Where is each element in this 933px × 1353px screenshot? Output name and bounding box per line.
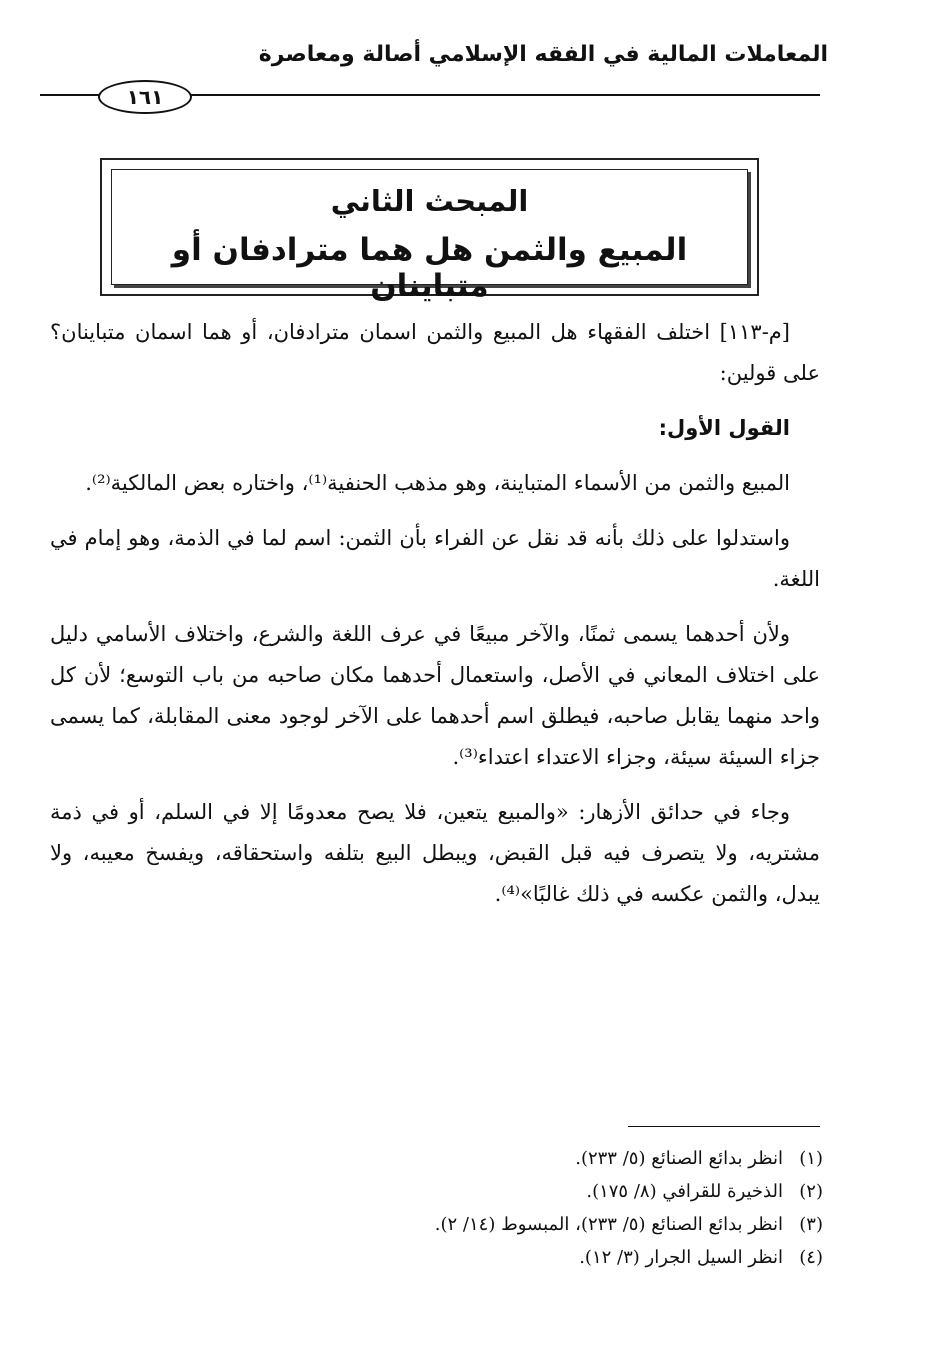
section-subtitle: المبيع والثمن هل هما مترادفان أو متباينان bbox=[171, 232, 688, 304]
footnote-number: (٣) bbox=[799, 1214, 823, 1235]
paragraph-evidence: واستدلوا على ذلك بأنه قد نقل عن الفراء بأن الثمن: اسم لما في الذمة، وهو إمام في اللغة. bbox=[50, 526, 820, 591]
paragraph-quote: وجاء في حدائق الأزهار: «والمبيع يتعين، فلا يصح معدومًا إلا في السلم، أو في ذمة مشتريه، ولا يتصرف فيه قبل القبض، ويبطل البيع بتلفه واستحقاقه، ويفسخ معيبه، ولا يبدل، والثمن عكسه في ذلك غالبًا»⁽⁴⁾. bbox=[50, 800, 820, 906]
footnote-number: (١) bbox=[799, 1148, 823, 1169]
footnote bbox=[223, 1241, 823, 1274]
page-number: ١٦١ bbox=[98, 80, 192, 114]
section-title-frame bbox=[100, 158, 759, 304]
running-header: المعاملات المالية في الفقه الإسلامي أصالة ومعاصرة bbox=[258, 42, 828, 67]
footnote bbox=[223, 1208, 823, 1241]
section-title-inner-frame bbox=[111, 169, 748, 304]
section-title: المبحث الثاني bbox=[330, 184, 529, 218]
footnote-text: انظر بدائع الصنائع (٥/ ٢٣٣). bbox=[575, 1148, 783, 1169]
footnotes bbox=[223, 1142, 823, 1274]
footnote bbox=[223, 1175, 823, 1208]
footnote-text: انظر السيل الجرار (٣/ ١٢). bbox=[579, 1247, 783, 1268]
paragraph-opinion: المبيع والثمن من الأسماء المتباينة، وهو مذهب الحنفية⁽¹⁾، واختاره بعض المالكية⁽²⁾. bbox=[85, 471, 790, 495]
footnote-rule bbox=[628, 1126, 820, 1127]
body-text bbox=[50, 312, 820, 929]
subheading-first-opinion: القول الأول: bbox=[658, 416, 790, 440]
footnote-number: (٤) bbox=[799, 1247, 823, 1268]
footnote-text: الذخيرة للقرافي (٨/ ١٧٥). bbox=[586, 1181, 783, 1202]
paragraph-intro: [م-١١٣] اختلف الفقهاء هل المبيع والثمن اسمان مترادفان، أو هما اسمان متباينان؟ على قولين: bbox=[50, 320, 820, 385]
footnote bbox=[223, 1142, 823, 1175]
footnote-text: انظر بدائع الصنائع (٥/ ٢٣٣)، المبسوط (١٤/ ٢). bbox=[434, 1214, 783, 1235]
footnote-number: (٢) bbox=[799, 1181, 823, 1202]
paragraph-reasoning: ولأن أحدهما يسمى ثمنًا، والآخر مبيعًا في عرف اللغة والشرع، واختلاف الأسامي دليل على اختلاف المعاني في الأصل، واستعمال أحدهما مكان صاحبه من باب التوسع؛ لأن كل واحد منهما يقابل صاحبه، فيطلق اسم أحدهما على الآخر لوجود معنى المقابلة، كما يسمى جزاء السيئة سيئة، وجزاء الاعتداء اعتداء⁽³⁾. bbox=[50, 622, 820, 769]
